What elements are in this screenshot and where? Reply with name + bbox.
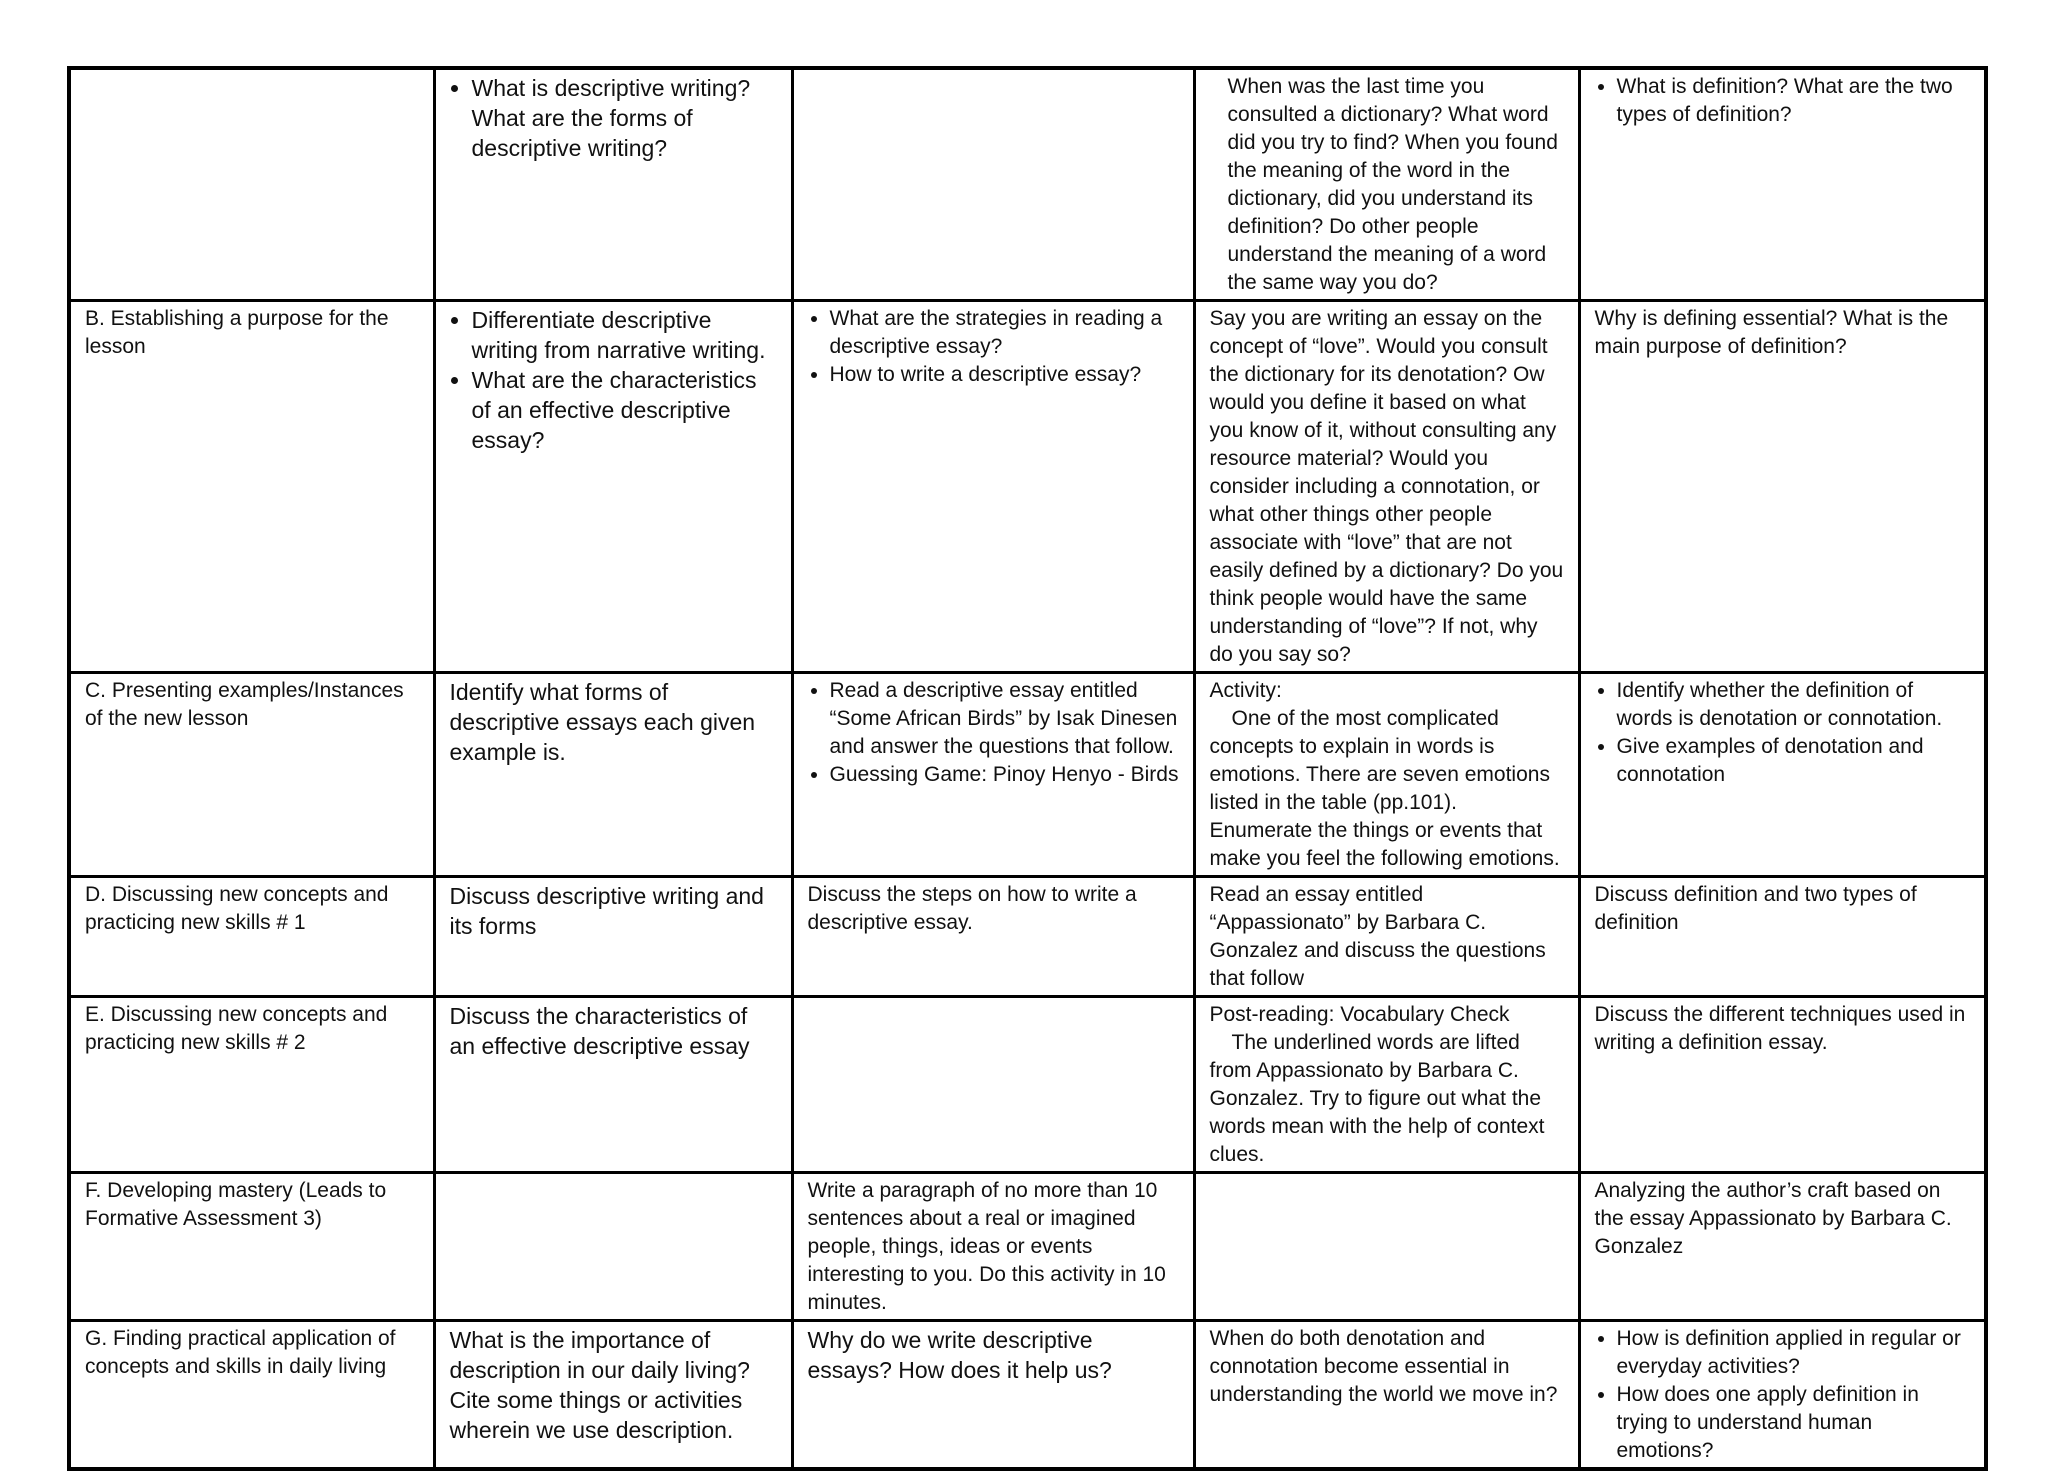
cell-day3 — [1194, 1321, 1579, 1470]
cell-day4 — [1579, 1173, 1986, 1321]
list-item: • How to write a descriptive essay? — [830, 361, 1181, 389]
table-row — [69, 997, 1986, 1173]
cell-text: When was the last time you consulted a dictionary? What word did you try to find? When you found the meaning of the word in the dictionary, did you understand its definition? Do other people understand the meaning of a word the same way you do? — [1227, 75, 1558, 294]
cell-day1 — [434, 997, 792, 1173]
cell-text: Why is defining essential? What is the main purpose of definition? — [1594, 307, 1949, 358]
list-item: • Differentiate descriptive writing from narrative writing. — [472, 305, 779, 365]
cell-day1 — [434, 673, 792, 877]
cell-day1 — [434, 301, 792, 673]
table-row — [69, 673, 1986, 877]
cell-day1 — [434, 68, 792, 301]
cell-day3 — [1194, 673, 1579, 877]
cell-day4 — [1579, 68, 1986, 301]
cell-text: Discuss the different techniques used in writing a definition essay. — [1594, 1003, 1966, 1054]
cell-day3 — [1194, 68, 1579, 301]
cell-day2 — [792, 1173, 1194, 1321]
cell-text: The underlined words are lifted from Appassionato by Barbara C. Gonzalez. Try to figure out what the words mean with the help of context clues. — [1209, 1031, 1545, 1166]
list-item: • What are the strategies in reading a descriptive essay? — [830, 305, 1181, 361]
cell-day1 — [434, 1173, 792, 1321]
list-item: • What are the characteristics of an effective descriptive essay? — [472, 365, 779, 455]
cell-text: Analyzing the author’s craft based on the essay Appassionato by Barbara C. Gonzalez — [1594, 1179, 1952, 1258]
cell-day4 — [1579, 877, 1986, 997]
row-label: G. Finding practical application of concepts and skills in daily living — [69, 1321, 434, 1470]
cell-day4 — [1579, 301, 1986, 673]
list-item: • How is definition applied in regular or everyday activities? — [1617, 1325, 1973, 1381]
cell-day1 — [434, 877, 792, 997]
cell-day2 — [792, 68, 1194, 301]
cell-day2 — [792, 673, 1194, 877]
cell-text: When do both denotation and connotation become essential in understanding the world we move in? — [1209, 1327, 1558, 1406]
row-label: E. Discussing new concepts and practicing new skills # 2 — [69, 997, 434, 1173]
list-item: • Give examples of denotation and connotation — [1617, 733, 1973, 789]
cell-day3 — [1194, 1173, 1579, 1321]
table-row — [69, 68, 1986, 301]
cell-day2 — [792, 301, 1194, 673]
cell-day1 — [434, 1321, 792, 1470]
cell-text: Discuss descriptive writing and its forms — [449, 883, 764, 939]
row-label: B. Establishing a purpose for the lesson — [69, 301, 434, 673]
cell-day3 — [1194, 877, 1579, 997]
cell-text: Say you are writing an essay on the concept of “love”. Would you consult the dictionary for its denotation? Ow would you define it based on what you know of it, without consulting any resource material? Would you consider including a connotation, or what other things other people associate with “love” that are not easily defined by a dictionary? Do you think people would have the same understanding of “love”? If not, why do you say so? — [1209, 307, 1564, 666]
list-item: • Identify whether the definition of words is denotation or connotation. — [1617, 677, 1973, 733]
cell-day2 — [792, 997, 1194, 1173]
cell-text: Discuss the steps on how to write a descriptive essay. — [807, 883, 1137, 934]
cell-day3 — [1194, 997, 1579, 1173]
lesson-plan-table — [67, 66, 1988, 1471]
cell-text: Identify what forms of descriptive essays each given example is. — [449, 679, 756, 765]
cell-text: Write a paragraph of no more than 10 sentences about a real or imagined people, things, ideas or events interesting to you. Do this activity in 10 minutes. — [807, 1179, 1166, 1314]
list-item: • Guessing Game: Pinoy Henyo - Birds — [830, 761, 1181, 789]
cell-title: Post-reading: Vocabulary Check — [1209, 1003, 1510, 1026]
cell-text: Discuss definition and two types of definition — [1594, 883, 1917, 934]
cell-day4 — [1579, 673, 1986, 877]
cell-title: Activity: — [1209, 679, 1282, 702]
row-label: D. Discussing new concepts and practicing new skills # 1 — [69, 877, 434, 997]
cell-day2 — [792, 877, 1194, 997]
cell-day2 — [792, 1321, 1194, 1470]
list-item: • How does one apply definition in trying to understand human emotions? — [1617, 1381, 1973, 1465]
cell-day3 — [1194, 301, 1579, 673]
table-row — [69, 1321, 1986, 1470]
list-item: • What is descriptive writing? What are the forms of descriptive writing? — [472, 73, 779, 163]
row-label: F. Developing mastery (Leads to Formative Assessment 3) — [69, 1173, 434, 1321]
table-row — [69, 301, 1986, 673]
list-item: • Read a descriptive essay entitled “Some African Birds” by Isak Dinesen and answer the questions that follow. — [830, 677, 1181, 761]
list-item: • What is definition? What are the two types of definition? — [1617, 73, 1973, 129]
table-row — [69, 877, 1986, 997]
cell-day4 — [1579, 997, 1986, 1173]
cell-text: One of the most complicated concepts to explain in words is emotions. There are seven emotions listed in the table (pp.101). Enumerate the things or events that make you feel the following emotions. — [1209, 707, 1560, 870]
cell-text: Read an essay entitled “Appassionato” by Barbara C. Gonzalez and discuss the questions that follow — [1209, 883, 1546, 990]
cell-text: What is the importance of description in our daily living? Cite some things or activities wherein we use description. — [449, 1327, 750, 1443]
cell-day4 — [1579, 1321, 1986, 1470]
table-row — [69, 1173, 1986, 1321]
cell-text: Discuss the characteristics of an effective descriptive essay — [449, 1003, 750, 1059]
row-label — [69, 68, 434, 301]
row-label: C. Presenting examples/Instances of the new lesson — [69, 673, 434, 877]
cell-text: Why do we write descriptive essays? How does it help us? — [807, 1327, 1112, 1383]
